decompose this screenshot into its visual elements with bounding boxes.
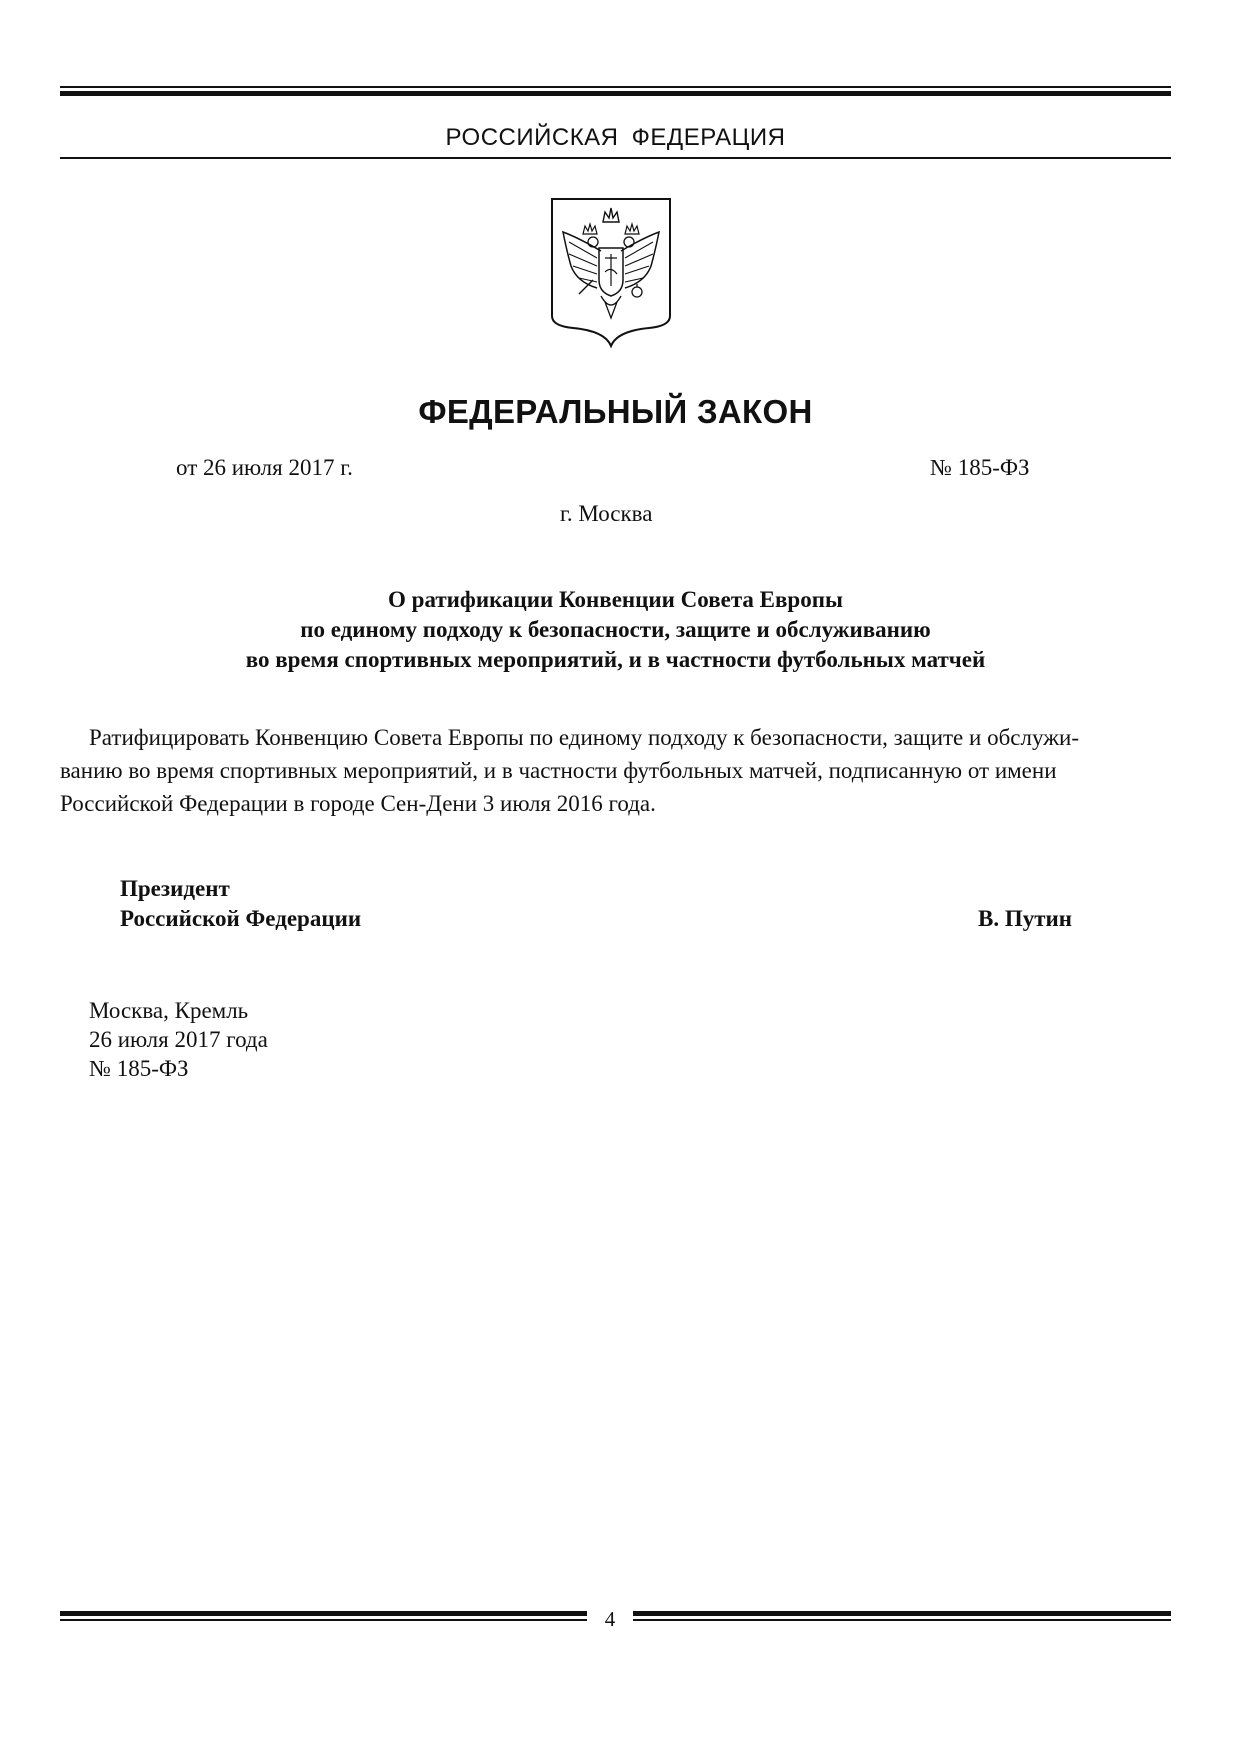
signing-date: 26 июля 2017 года — [89, 1027, 268, 1052]
body-line: ванию во время спортивных мероприятий, и в частности футбольных матчей, подписанную от имени — [60, 758, 1057, 783]
bottom-rule-left-thick — [60, 1611, 587, 1616]
law-title-line: по единому подходу к безопасности, защите и обслуживанию — [300, 617, 931, 642]
coat-of-arms-icon — [549, 196, 673, 348]
signatory-position-line: Президент — [120, 876, 230, 901]
signing-place: Москва, Кремль — [89, 998, 249, 1023]
bottom-rule-right-thin — [633, 1619, 1171, 1621]
body-line: Ратифицировать Конвенцию Совета Европы по единому подходу к безопасности, защите и обслужи- — [89, 725, 1080, 750]
law-title-line: О ратификации Конвенции Совета Европы — [388, 587, 843, 612]
document-date: от 26 июля 2017 г. — [176, 455, 353, 480]
header-title: РОССИЙСКАЯ ФЕДЕРАЦИЯ — [445, 124, 786, 151]
document-number: № 185-ФЗ — [930, 455, 1030, 480]
signing-number: № 185-ФЗ — [89, 1056, 189, 1081]
signing-details — [89, 996, 268, 1083]
top-rule-thin — [60, 86, 1171, 88]
signatory-position-line: Российской Федерации — [120, 906, 362, 931]
header-underline — [60, 157, 1171, 159]
document-place: г. Москва — [560, 501, 653, 526]
top-rule-thick — [60, 91, 1171, 96]
bottom-rule-left-thin — [60, 1619, 587, 1621]
body-line: Российской Федерации в городе Сен-Дени 3 июля 2016 года. — [60, 791, 656, 816]
bottom-rule-right-thick — [633, 1611, 1171, 1616]
signatory-position — [120, 874, 361, 934]
law-title — [60, 585, 1171, 675]
law-body — [60, 721, 1171, 820]
signatory-name: В. Путин — [978, 906, 1073, 931]
document-type: ФЕДЕРАЛЬНЫЙ ЗАКОН — [418, 393, 813, 430]
law-title-line: во время спортивных мероприятий, и в частности футбольных матчей — [245, 647, 986, 672]
page-number: 4 — [604, 1607, 616, 1631]
